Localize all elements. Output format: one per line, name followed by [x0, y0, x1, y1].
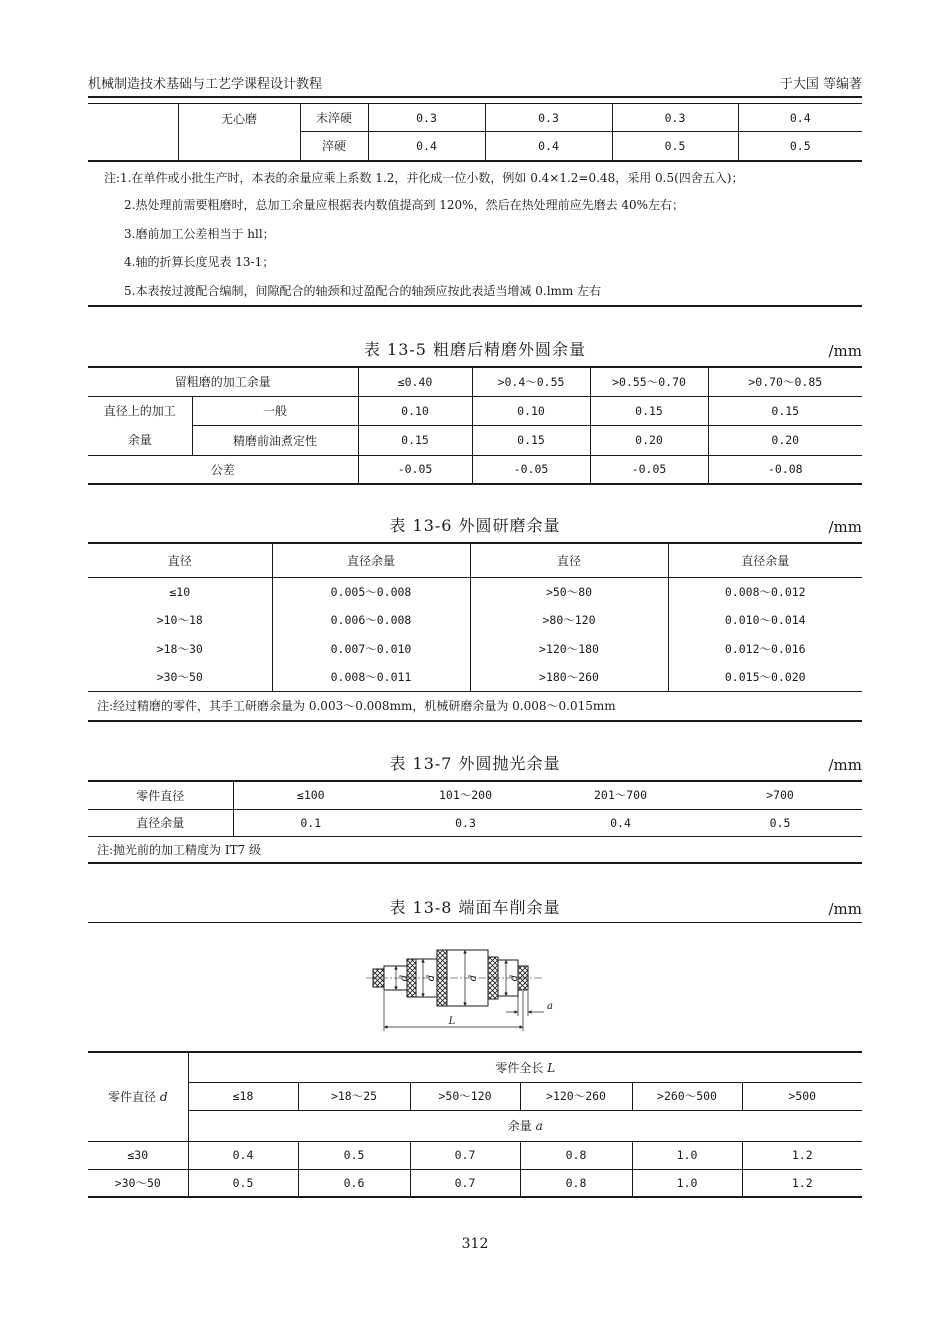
range-cell: >700	[698, 781, 862, 809]
title-rule	[88, 922, 862, 923]
diameter-symbol: d	[159, 1090, 168, 1105]
table-13-7	[88, 780, 862, 864]
value-cell: 0.007～0.010	[272, 634, 470, 663]
book-authors: 于大国 等编著	[779, 77, 862, 92]
range-cell: ≤0.40	[358, 367, 472, 396]
table-row	[88, 634, 862, 663]
table-row	[88, 396, 862, 426]
table-13-8-title: 表 13-8 端面车削余量	[389, 898, 561, 917]
value-cell: 0.5	[698, 809, 862, 836]
value-cell: 0.20	[708, 426, 862, 456]
note-4: 4.轴的折算长度见表 13-1；	[124, 255, 275, 269]
range-cell: >18～25	[298, 1082, 410, 1110]
table-row	[88, 104, 862, 132]
diameter-header: 零件直径	[107, 1090, 156, 1105]
table-13-5-unit: /mm	[828, 342, 862, 360]
table-13-7-title: 表 13-7 外圆抛光余量	[389, 754, 561, 773]
value-cell: 0.8	[520, 1141, 632, 1169]
table-header-row	[88, 1082, 862, 1110]
table-header-row	[88, 543, 862, 577]
shaft-end-face-diagram	[360, 938, 570, 1038]
table-row	[88, 1169, 862, 1197]
value-cell: >30～50	[88, 663, 272, 691]
header-cell: 直径余量	[272, 543, 470, 577]
value-cell: 0.20	[590, 426, 708, 456]
allowance-header: 余量	[507, 1119, 532, 1133]
page-number: 312	[461, 1236, 489, 1252]
row-label-cell: 精磨前油煮定性	[192, 426, 358, 456]
value-cell: 0.15	[590, 396, 708, 426]
allowance-symbol: a	[535, 1119, 543, 1133]
value-cell: 0.005～0.008	[272, 577, 470, 606]
value-cell: 0.4	[485, 132, 612, 161]
header-cell: 直径	[470, 543, 668, 577]
value-cell: 0.8	[520, 1169, 632, 1197]
header-rule	[88, 96, 862, 98]
value-cell: 0.010～0.014	[668, 606, 862, 634]
range-cell: >260～500	[632, 1082, 742, 1110]
value-cell: 1.2	[742, 1141, 862, 1169]
value-cell: 1.0	[632, 1169, 742, 1197]
value-cell: >120～180	[470, 634, 668, 663]
table-row	[88, 1141, 862, 1169]
value-cell: 0.3	[612, 104, 738, 132]
value-cell: 0.10	[358, 396, 472, 426]
value-cell: 0.6	[298, 1169, 410, 1197]
tolerance-label-cell: 公差	[88, 455, 358, 484]
range-cell: >500	[742, 1082, 862, 1110]
value-cell: >10～18	[88, 606, 272, 634]
table-row	[88, 577, 862, 606]
range-cell: 101～200	[388, 781, 543, 809]
range-cell: >120～260	[520, 1082, 632, 1110]
value-cell: 0.3	[368, 104, 485, 132]
group-label-line: 直径上的加工	[103, 403, 176, 418]
diameter-label: d	[426, 974, 437, 982]
table-13-6-title: 表 13-6 外圆研磨余量	[389, 516, 561, 535]
note-3: 3.磨前加工公差相当于 hll；	[124, 227, 275, 241]
length-header-cell	[188, 1052, 862, 1082]
table-header-row	[88, 1110, 862, 1141]
value-cell: 0.1	[233, 809, 388, 836]
table-13-6	[88, 542, 862, 722]
condition-cell: 未淬硬	[300, 104, 368, 132]
method-cell: 无心磨	[178, 104, 300, 161]
note-5: 5.本表按过渡配合编制，间隙配合的轴颈和过盈配合的轴颈应按此表适当增减 0.lmm 左右	[124, 284, 602, 298]
value-cell: ≤10	[88, 577, 272, 606]
value-cell: 0.015～0.020	[668, 663, 862, 691]
value-cell: 0.4	[543, 809, 698, 836]
diameter-cell: >30～50	[88, 1169, 188, 1197]
table-row	[88, 809, 862, 836]
range-cell: ≤100	[233, 781, 388, 809]
value-cell: 0.4	[368, 132, 485, 161]
value-cell: -0.05	[590, 455, 708, 484]
diameter-label: d	[399, 974, 410, 982]
value-cell: 0.10	[472, 396, 590, 426]
value-cell: 1.0	[632, 1141, 742, 1169]
value-cell: >18～30	[88, 634, 272, 663]
allowance-dimension	[506, 991, 544, 1016]
value-cell: >180～260	[470, 663, 668, 691]
range-cell: 201～700	[543, 781, 698, 809]
value-cell: 0.7	[410, 1169, 520, 1197]
notes-bottom-rule	[88, 305, 862, 307]
table-13-5-title: 表 13-5 粗磨后精磨外圆余量	[363, 340, 587, 359]
diameter-label: d	[509, 974, 520, 982]
value-cell: 0.5	[188, 1169, 298, 1197]
allowance-label: a	[547, 1001, 553, 1012]
header-cell: 直径	[88, 543, 272, 577]
table-row	[88, 663, 862, 691]
value-cell: -0.05	[358, 455, 472, 484]
value-cell: 0.008～0.011	[272, 663, 470, 691]
value-cell: 0.006～0.008	[272, 606, 470, 634]
header-cell: 直径余量	[668, 543, 862, 577]
value-cell: 1.2	[742, 1169, 862, 1197]
table-prev-continuation	[88, 103, 862, 162]
table-note: 注:经过精磨的零件，其手工研磨余量为 0.003～0.008mm，机械研磨余量为 0.008～0.015mm	[88, 691, 862, 721]
value-cell: 0.008～0.012	[668, 577, 862, 606]
length-symbol: L	[547, 1060, 556, 1075]
diameter-label: d	[468, 974, 479, 982]
header-label-cell: 零件直径	[88, 781, 233, 809]
table-13-7-unit: /mm	[828, 756, 862, 774]
note-1: 注:1.在单件或小批生产时，本表的余量应乘上系数 1.2，并化成一位小数，例如 0.4×1.2=0.48，采用 0.5(四舍五入)；	[104, 171, 744, 185]
book-title: 机械制造技术基础与工艺学课程设计教程	[88, 77, 323, 92]
table-note-row	[88, 836, 862, 863]
table-13-6-unit: /mm	[828, 518, 862, 536]
table-13-8-unit: /mm	[828, 900, 862, 918]
length-header: 零件全长	[495, 1060, 544, 1075]
value-cell: 0.3	[388, 809, 543, 836]
table-header-row	[88, 781, 862, 809]
value-cell: 0.7	[410, 1141, 520, 1169]
blank-cell	[88, 104, 178, 161]
header-label-cell: 留粗磨的加工余量	[88, 367, 358, 396]
diameter-header-cell	[88, 1052, 188, 1141]
table-row	[88, 606, 862, 634]
value-cell: 0.5	[738, 132, 862, 161]
table-13-8	[88, 1051, 862, 1198]
table-row	[88, 426, 862, 456]
value-cell: >80～120	[470, 606, 668, 634]
row-label-cell: 直径余量	[88, 809, 233, 836]
group-label-cell	[88, 396, 192, 455]
table-row	[88, 455, 862, 484]
range-cell: >0.55～0.70	[590, 367, 708, 396]
group-label-line: 余量	[127, 432, 152, 447]
note-2: 2.热处理前需要粗磨时，总加工余量应根据表内数值提高到 120%，然后在热处理前应先磨去 40%左右；	[124, 198, 685, 212]
range-cell: >0.70～0.85	[708, 367, 862, 396]
value-cell: -0.05	[472, 455, 590, 484]
row-label-cell: 一般	[192, 396, 358, 426]
value-cell: 0.3	[485, 104, 612, 132]
range-cell: >0.4～0.55	[472, 367, 590, 396]
diameter-cell: ≤30	[88, 1141, 188, 1169]
table-header-row	[88, 367, 862, 396]
value-cell: 0.5	[298, 1141, 410, 1169]
table-note: 注:抛光前的加工精度为 IT7 级	[88, 836, 862, 863]
table-note-row	[88, 691, 862, 721]
value-cell: 0.15	[472, 426, 590, 456]
value-cell: 0.15	[358, 426, 472, 456]
value-cell: 0.5	[612, 132, 738, 161]
length-label: L	[448, 1016, 456, 1027]
range-cell: ≤18	[188, 1082, 298, 1110]
value-cell: 0.012～0.016	[668, 634, 862, 663]
value-cell: 0.4	[738, 104, 862, 132]
condition-cell: 淬硬	[300, 132, 368, 161]
table-header-row	[88, 1052, 862, 1082]
table-13-5	[88, 366, 862, 485]
value-cell: -0.08	[708, 455, 862, 484]
value-cell: 0.15	[708, 396, 862, 426]
value-cell: >50～80	[470, 577, 668, 606]
value-cell: 0.4	[188, 1141, 298, 1169]
range-cell: >50～120	[410, 1082, 520, 1110]
allowance-header-cell	[188, 1110, 862, 1141]
